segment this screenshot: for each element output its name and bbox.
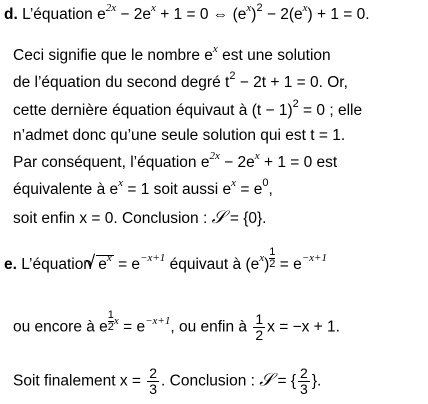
d-line-5: [13, 127, 345, 145]
e-l1-frac-den: 2: [269, 258, 276, 270]
d-l1-c: + 1 = 0 ⇔: [155, 6, 233, 23]
e-l2-frac-num: 1: [107, 308, 114, 321]
d-l1-d: (e: [232, 6, 247, 23]
part-d-label: d.: [4, 6, 18, 23]
e-line-3: [13, 366, 321, 397]
d-l5-text: n’admet donc qu’une seule solution qui est t = 1.: [13, 127, 346, 144]
d-l2-text: Ceci signifie que le nombre e: [13, 47, 213, 64]
e-line-1: [4, 246, 327, 284]
d-l6-exp2: x: [254, 150, 260, 162]
d-l7-exp: x: [118, 177, 124, 189]
e-l1-c: équivaut à (e: [165, 256, 260, 273]
e-l3-d: }.: [311, 372, 322, 390]
e-l1-sqrt: [96, 252, 114, 275]
e-l2-frac-den: 2: [107, 320, 114, 333]
e-l3-text: Soit finalement x =: [13, 372, 146, 390]
d-l8-solution-set-symbol: 𝒮: [211, 207, 226, 228]
d-l3-b: − 2t + 1 = 0. Or,: [235, 74, 348, 91]
d-l2-exp: x: [212, 43, 218, 55]
e-line-2: [13, 308, 340, 347]
d-l8-text: soit enfin x = 0. Conclusion :: [13, 210, 212, 227]
e-l1-d: ): [264, 256, 270, 273]
d-line-2: [13, 43, 331, 66]
d-line-3: [13, 70, 348, 93]
d-l3-text: de l’équation du second degré t: [13, 74, 230, 91]
e-l1-e: = e: [275, 256, 302, 273]
d-l7-text: équivalente à e: [13, 181, 119, 198]
d-line-1: [4, 2, 370, 25]
e-l3-solution-set-symbol: 𝒮: [259, 369, 274, 391]
d-l3-exp: 2: [229, 70, 236, 82]
e-l2-b: = e: [118, 318, 146, 336]
e-l1-frac-num: 1: [269, 246, 276, 258]
e-l1-text: L’équation: [21, 256, 97, 273]
e-l3-frac2-num: 2: [300, 365, 308, 381]
e-l1-sqrt-exp: x: [106, 252, 112, 264]
e-l3-frac-den: 3: [149, 381, 158, 397]
d-l7-b: = 1 soit aussi e: [123, 181, 232, 198]
d-l1-f-exp: x: [302, 2, 308, 14]
d-l1-exp2: x: [151, 2, 156, 14]
d-l4-exp: 2: [292, 98, 299, 110]
e-l2-text: ou encore à e: [13, 318, 108, 336]
d-line-7: [13, 177, 273, 200]
e-l2-d: x = −x + 1.: [267, 318, 340, 336]
d-l1-e: ): [251, 6, 257, 23]
d-l1-e-exp: 2: [256, 2, 263, 14]
e-l2-exp-fraction: [108, 310, 114, 333]
d-line-4: [13, 98, 363, 121]
part-e-label: e.: [4, 256, 17, 273]
d-l1-f: − 2(e: [262, 6, 303, 23]
e-l3-b: . Conclusion :: [161, 372, 260, 390]
e-l2-fraction: [253, 312, 265, 343]
d-l7-d: ,: [268, 181, 273, 198]
d-l8-b: = {0}.: [225, 210, 267, 227]
e-l1-b-exp: −x+1: [140, 252, 166, 264]
d-l7-c: = e: [236, 181, 263, 198]
d-l2-b: est une solution: [217, 47, 331, 64]
d-l1-text: L’équation e: [22, 6, 106, 23]
e-l2-frac-x: x: [113, 314, 119, 327]
e-l1-sqrt-base: e: [98, 256, 107, 273]
e-l2-b-exp: −x+1: [145, 314, 171, 327]
e-l1-c-exp: x: [259, 252, 265, 264]
e-l3-c: = {: [273, 372, 297, 390]
e-l2-c: , ou enfin à: [170, 318, 252, 336]
e-l1-exp-fraction: [269, 247, 275, 270]
d-l6-exp: 2x: [209, 150, 220, 162]
d-l6-text: Par conséquent, l’équation e: [13, 154, 210, 171]
e-l2-frac2-den: 2: [255, 327, 264, 343]
d-l7-exp3: 0: [262, 177, 269, 189]
d-l6-b: − 2e: [219, 154, 255, 171]
e-l3-set-fraction: [298, 366, 310, 397]
e-l2-frac2-num: 1: [255, 311, 264, 327]
d-line-8: [13, 209, 266, 228]
d-l6-c: + 1 = 0 est: [259, 154, 338, 171]
e-l1-b: = e: [113, 256, 141, 273]
d-l1-d-exp: x: [246, 2, 252, 14]
d-l4-b: = 0 ; elle: [298, 102, 363, 119]
d-l1-exp: 2x: [105, 2, 117, 14]
d-l4-text: cette dernière équation équivaut à (t − 1): [13, 102, 293, 119]
d-line-6: [13, 150, 338, 173]
e-l3-frac2-den: 3: [300, 381, 308, 397]
e-l1-e-exp: −x+1: [301, 252, 327, 264]
d-l7-exp2: x: [231, 177, 237, 189]
d-l1-g: ) + 1 = 0.: [307, 6, 370, 23]
d-l1-b: − 2e: [116, 6, 151, 23]
e-l3-fraction: [147, 366, 159, 397]
e-l3-frac-num: 2: [149, 365, 158, 381]
